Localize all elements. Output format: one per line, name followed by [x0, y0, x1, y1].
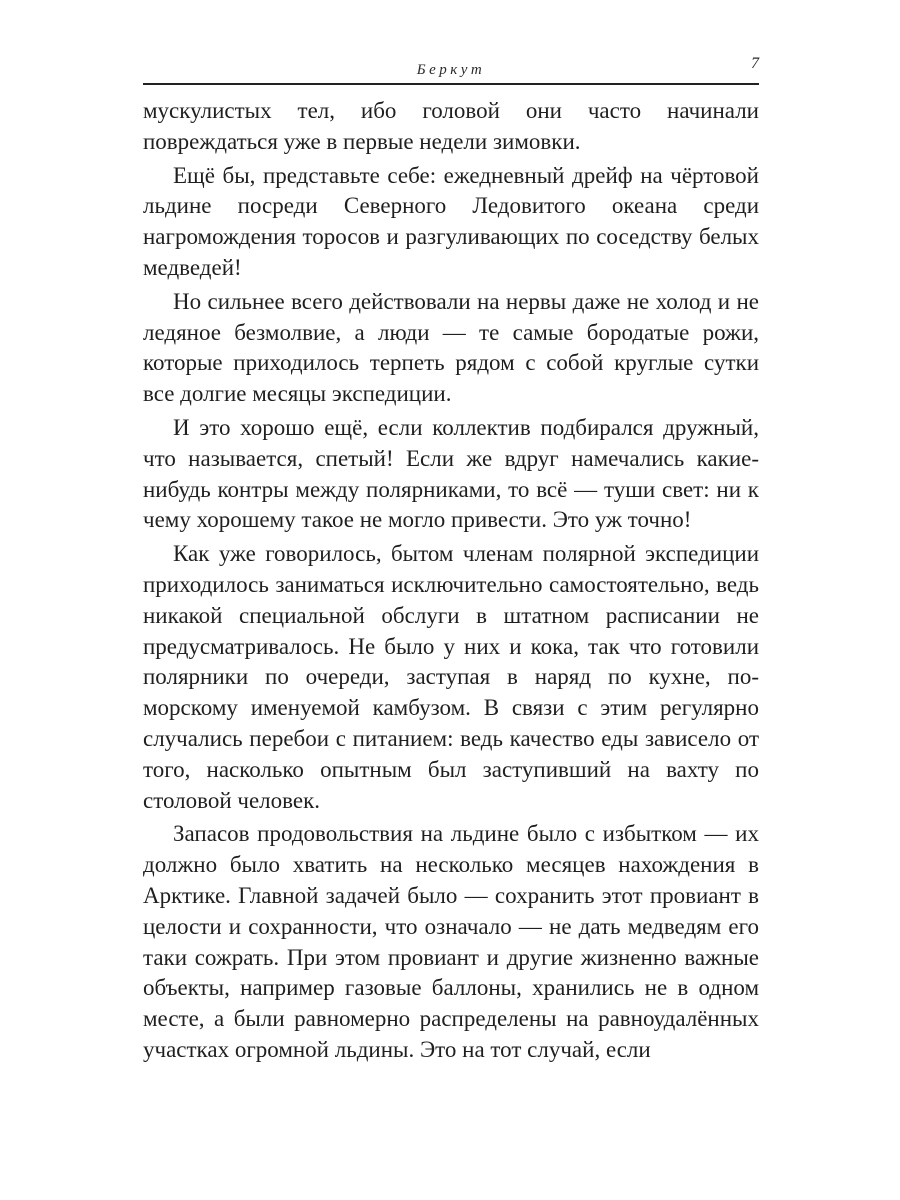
paragraph: Ещё бы, представьте себе: ежедневный дрейф на чёртовой льдине посреди Северного Ледовитого океана среди нагромождения торосов и разгуливающих по соседству белых медведей!	[143, 162, 759, 280]
paragraph: Но сильнее всего действовали на нервы даже не холод и не ледяное безмолвие, а люди — те самые бородатые рожи, которые приходилось терпеть рядом с собой круглые сутки все долгие месяцы экспедиции.	[143, 288, 759, 407]
body-text	[143, 96, 759, 1066]
header-rule	[143, 83, 759, 85]
book-page	[143, 50, 759, 1066]
paragraph: Как уже говорилось, бытом членам полярной экспедиции приходилось заниматься исключительно самостоятельно, ведь никакой специальной обслуги в штатном расписании не предусматривалось. Не было у них и кока, так что готовили полярники по очереди, заступая в наряд по кухне, по-морскому именуемой камбузом. В связи с этим регулярно случались перебои с питанием: ведь качество еды зависело от того, насколько опытным был заступивший на вахту по столовой человек.	[143, 541, 759, 813]
paragraph: И это хорошо ещё, если коллектив подбирался дружный, что называется, спетый! Если же вдруг намечались какие-нибудь контры между полярниками, то всё — туши свет: ни к чему хорошему такое не могло привести. Это уж точно!	[143, 414, 759, 533]
page-number: 7	[751, 55, 759, 72]
paragraph-continuation: мускулистых тел, ибо головой они часто начинали повреждаться уже в первые недели зимовки.	[143, 98, 759, 154]
paragraph: Запасов продовольствия на льдине было с избытком — их должно было хватить на несколько месяцев нахождения в Арктике. Главной задачей было — сохранить этот провиант в целости и сохранности, что означало — не дать медведям его таки сожрать. При этом провиант и другие жизненно важные объекты, например газовые баллоны, хранились не в одном месте, а были равномерно распределены на равноудалённых участках огромной льдины. Это на тот случай, если	[143, 821, 759, 1062]
page-header	[143, 50, 759, 86]
running-title: Беркут	[416, 62, 486, 78]
